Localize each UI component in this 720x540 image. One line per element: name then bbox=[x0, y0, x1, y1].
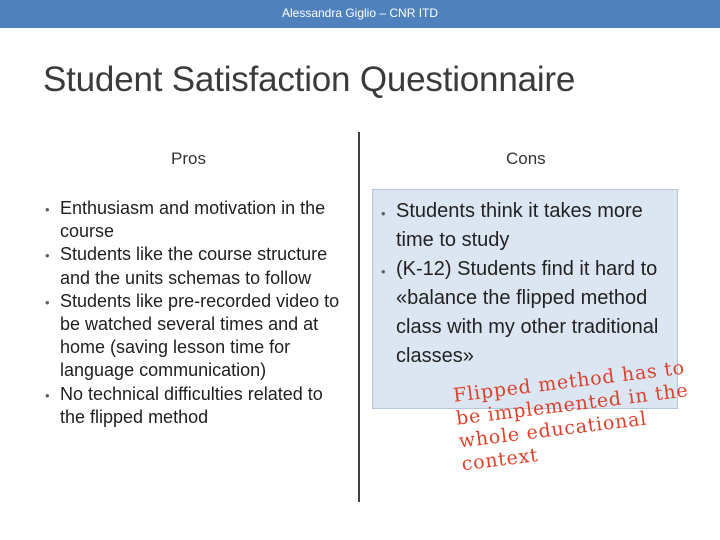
pros-item-text: No technical difficulties related to the flipped method bbox=[60, 383, 323, 427]
slide-title: Student Satisfaction Questionnaire bbox=[43, 60, 576, 99]
cons-item bbox=[381, 197, 686, 255]
handwritten-annotation: Flipped method has to be implemented in the whole educational context bbox=[452, 356, 690, 476]
bullet-icon: • bbox=[45, 248, 50, 264]
cons-item-text: (K-12) Students find it hard to «balance the flipped method class with my other traditional classes» bbox=[396, 258, 659, 367]
pros-item-text: Students like the course structure and the units schemas to follow bbox=[60, 244, 328, 288]
bullet-icon: • bbox=[45, 387, 50, 403]
pros-heading: Pros bbox=[171, 149, 206, 168]
bullet-icon: • bbox=[381, 206, 386, 221]
column-divider bbox=[358, 132, 360, 502]
header-bar bbox=[0, 0, 720, 28]
pros-item bbox=[45, 197, 350, 243]
bullet-icon: • bbox=[45, 294, 50, 310]
cons-item-text: Students think it takes more time to study bbox=[396, 200, 643, 251]
bullet-icon: • bbox=[381, 264, 386, 279]
pros-item-text: Enthusiasm and motivation in the course bbox=[60, 198, 326, 242]
cons-item bbox=[381, 255, 686, 371]
pros-item bbox=[45, 383, 350, 429]
cons-list bbox=[381, 197, 686, 371]
cons-heading: Cons bbox=[506, 149, 546, 168]
pros-list bbox=[45, 197, 350, 429]
bullet-icon: • bbox=[45, 202, 50, 217]
pros-item bbox=[45, 290, 350, 383]
pros-item-text: Students like pre-recorded video to be watched several times and at home (saving lesson time for language communication) bbox=[60, 290, 340, 381]
author-label: Alessandra Giglio – CNR ITD bbox=[281, 6, 439, 20]
pros-item bbox=[45, 243, 350, 289]
